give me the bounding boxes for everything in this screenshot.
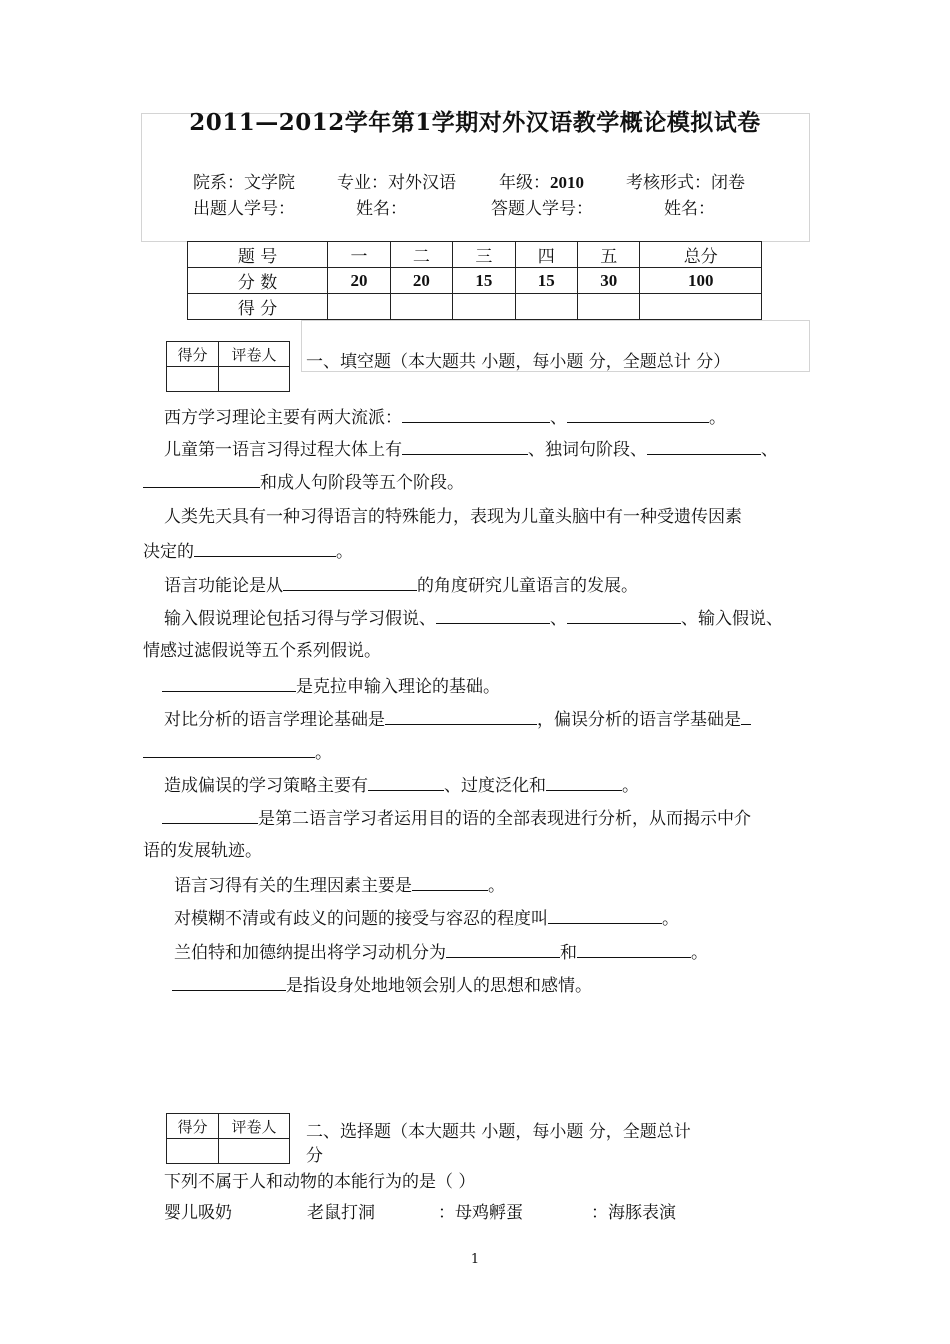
info-grade-value: 2010: [550, 173, 584, 192]
q9-text: 是第二语言学习者运用目的语的全部表现进行分析，从而揭示中介: [258, 809, 751, 829]
info-exam-form: 考核形式：闭卷: [626, 173, 745, 193]
earned-cell[interactable]: [578, 294, 640, 320]
mini-grader-label: 评卷人: [219, 342, 290, 367]
question-4: [164, 574, 638, 597]
q2-end: 和成人句阶段等五个阶段。: [260, 473, 464, 493]
info-setter-id: 出题人学号：: [193, 199, 295, 219]
answer-blank[interactable]: [402, 438, 528, 455]
q4-text: 语言功能论是从: [164, 576, 283, 596]
info-answerer-id: 答题人学号：: [491, 199, 593, 219]
question-11: [174, 907, 679, 930]
section2-title-line1: 二、选择题（本大题共 小题，每小题 分，全题总计: [306, 1122, 691, 1142]
q10-end: 。: [488, 876, 505, 896]
answer-blank[interactable]: [647, 438, 761, 455]
q2-mid: 、独词句阶段、: [528, 440, 647, 460]
info-grade: [499, 168, 584, 193]
header-cell: 二: [390, 242, 452, 268]
q8-text: 造成偏误的学习策略主要有: [164, 776, 368, 796]
info-answerer-name: 姓名：: [664, 199, 715, 219]
points-cell: 100: [640, 268, 762, 294]
points-cell: 15: [515, 268, 577, 294]
q1-end: 。: [709, 408, 726, 428]
info-grade-label: 年级：: [499, 173, 550, 193]
answer-blank[interactable]: [385, 708, 537, 725]
mini-score-label: 得分: [167, 342, 219, 367]
question-7: [164, 708, 751, 731]
question-5-cont: 情感过滤假说等五个系列假说。: [143, 641, 381, 661]
q10-text: 语言习得有关的生理因素主要是: [174, 876, 412, 896]
q4-end: 的角度研究儿童语言的发展。: [417, 576, 638, 596]
mini-score-cell[interactable]: [167, 1139, 219, 1164]
q1-text: 西方学习理论主要有两大流派：: [164, 408, 402, 428]
answer-blank[interactable]: [446, 941, 560, 958]
q7-end: 。: [315, 743, 332, 763]
q12-text: 兰伯特和加德纳提出将学习动机分为: [174, 943, 446, 963]
choice-option[interactable]: ：母鸡孵蛋: [438, 1203, 523, 1223]
answer-blank[interactable]: [548, 907, 662, 924]
question-6: [162, 675, 500, 698]
question-5: [164, 607, 783, 630]
earned-cell[interactable]: [328, 294, 390, 320]
choice-option[interactable]: 老鼠打洞: [307, 1203, 375, 1223]
question-3: 人类先天具有一种习得语言的特殊能力，表现为儿童头脑中有一种受遗传因素: [164, 507, 742, 527]
question-3-cont: [143, 540, 353, 563]
points-cell: 20: [328, 268, 390, 294]
q2-sep: 、: [761, 440, 778, 460]
answer-blank[interactable]: [577, 941, 691, 958]
exam-title: 2011—2012学年第1学期对外汉语教学概论模拟试卷: [189, 109, 761, 136]
info-setter-name: 姓名：: [356, 199, 407, 219]
header-cell: 四: [515, 242, 577, 268]
points-cell: 15: [453, 268, 515, 294]
q7-mid: ，偏误分析的语言学基础是: [537, 710, 741, 730]
q3-end: 。: [336, 542, 353, 562]
answer-blank[interactable]: [567, 406, 709, 423]
answer-blank[interactable]: [741, 708, 751, 725]
question-8: [164, 774, 639, 797]
question-2: [164, 438, 778, 461]
q7-text: 对比分析的语言学理论基础是: [164, 710, 385, 730]
page-number: 1: [470, 1252, 480, 1267]
answer-blank[interactable]: [143, 741, 315, 758]
row-label: 分 数: [188, 268, 328, 294]
section1-grader-box: [166, 341, 290, 392]
answer-blank[interactable]: [162, 675, 296, 692]
q11-text: 对模糊不清或有歧义的问题的接受与容忍的程度叫: [174, 909, 548, 929]
q11-end: 。: [662, 909, 679, 929]
question-10: [174, 874, 505, 897]
question-9-cont: 语的发展轨迹。: [143, 841, 262, 861]
answer-blank[interactable]: [172, 974, 286, 991]
mini-score-label: 得分: [167, 1114, 219, 1139]
answer-blank[interactable]: [567, 607, 681, 624]
q5-sep: 、: [550, 609, 567, 629]
earned-cell[interactable]: [453, 294, 515, 320]
answer-blank[interactable]: [143, 471, 260, 488]
answer-blank[interactable]: [412, 874, 488, 891]
q12-end: 。: [691, 943, 708, 963]
row-label: 题 号: [188, 242, 328, 268]
choice-option[interactable]: 婴儿吸奶: [164, 1203, 232, 1223]
q2-text: 儿童第一语言习得过程大体上有: [164, 440, 402, 460]
q8-mid: 、过度泛化和: [444, 776, 546, 796]
question-9: [162, 807, 751, 830]
score-table: [187, 241, 762, 320]
choice-question: 下列不属于人和动物的本能行为的是（ ）: [164, 1172, 476, 1192]
answer-blank[interactable]: [194, 540, 336, 557]
answer-blank[interactable]: [402, 406, 550, 423]
mini-grader-cell[interactable]: [219, 1139, 290, 1164]
question-1: [164, 406, 726, 429]
mini-grader-label: 评卷人: [219, 1114, 290, 1139]
mini-grader-cell[interactable]: [219, 367, 290, 392]
section2-title-line2: 分: [306, 1146, 323, 1166]
info-dept: 院系：文学院: [193, 173, 295, 193]
answer-blank[interactable]: [162, 807, 258, 824]
header-cell: 一: [328, 242, 390, 268]
answer-blank[interactable]: [283, 574, 417, 591]
section1-title: 一、填空题（本大题共 小题，每小题 分，全题总计 分）: [306, 352, 731, 372]
answer-blank[interactable]: [546, 774, 622, 791]
earned-cell[interactable]: [390, 294, 452, 320]
q6-text: 是克拉申输入理论的基础。: [296, 677, 500, 697]
score-table-row-earned: [188, 294, 762, 320]
question-2-cont: [143, 471, 464, 494]
choice-option[interactable]: ：海豚表演: [591, 1203, 676, 1223]
q8-end: 。: [622, 776, 639, 796]
header-cell: 三: [453, 242, 515, 268]
score-table-row-number: [188, 242, 762, 268]
points-cell: 30: [578, 268, 640, 294]
section2-grader-box: [166, 1113, 290, 1164]
q13-text: 是指设身处地地领会别人的思想和感情。: [286, 976, 592, 996]
info-major: 专业：对外汉语: [337, 173, 456, 193]
points-cell: 20: [390, 268, 452, 294]
question-7-cont: [143, 741, 332, 764]
answer-blank[interactable]: [436, 607, 550, 624]
earned-cell[interactable]: [640, 294, 762, 320]
q12-mid: 和: [560, 943, 577, 963]
row-label: 得 分: [188, 294, 328, 320]
header-cell: 总分: [640, 242, 762, 268]
earned-cell[interactable]: [515, 294, 577, 320]
mini-score-cell[interactable]: [167, 367, 219, 392]
header-cell: 五: [578, 242, 640, 268]
q5-text: 输入假说理论包括习得与学习假说、: [164, 609, 436, 629]
q5-mid: 、输入假说、: [681, 609, 783, 629]
question-12: [174, 941, 708, 964]
q1-sep: 、: [550, 408, 567, 428]
score-table-row-points: [188, 268, 762, 294]
q3-text: 决定的: [143, 542, 194, 562]
question-13: [172, 974, 592, 997]
answer-blank[interactable]: [368, 774, 444, 791]
